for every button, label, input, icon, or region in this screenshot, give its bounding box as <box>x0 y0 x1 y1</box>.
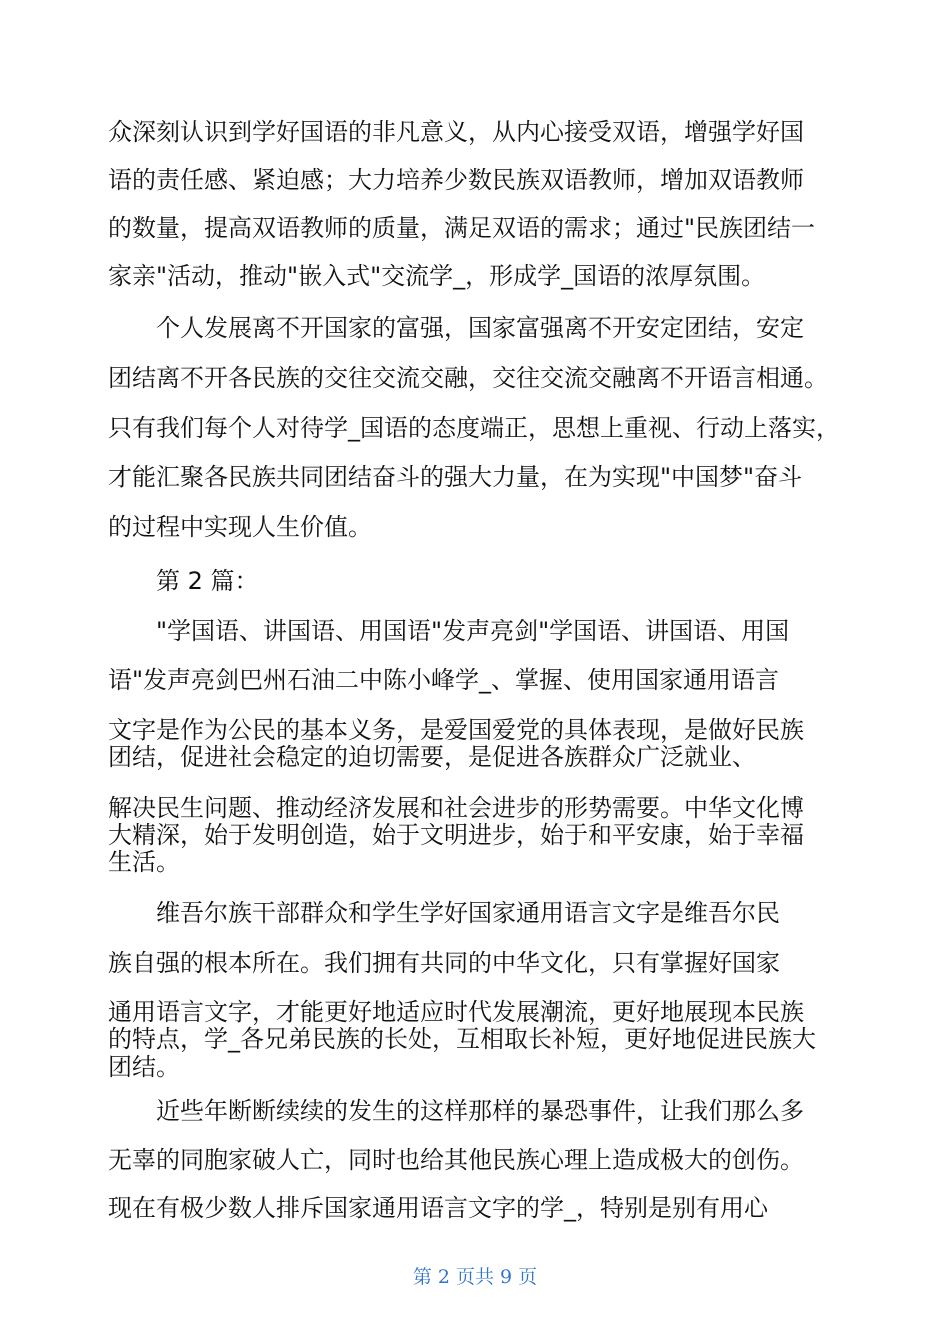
text-line: 无辜的同胞家破人亡，同时也给其他民族心理上造成极大的创伤。 <box>108 1146 804 1174</box>
text-line: 的特点，学_各兄弟民族的长处，互相取长补短，更好地促进民族大 <box>108 1025 816 1053</box>
text-line: 语"发声亮剑巴州石油二中陈小峰学_、掌握、使用国家通用语言 <box>108 666 780 694</box>
text-line: 的过程中实现人生价值。 <box>108 513 372 541</box>
text-line: 现在有极少数人排斥国家通用语言文字的学_，特别是别有用心 <box>108 1194 768 1222</box>
section-heading: 第 2 篇： <box>156 567 259 595</box>
text-line: 维吾尔族干部群众和学生学好国家通用语言文字是维吾尔民 <box>156 899 780 927</box>
text-line: 解决民生问题、推动经济发展和社会进步的形势需要。中华文化博 <box>108 794 804 822</box>
text-line: 团结离不开各民族的交往交流交融，交往交流交融离不开语言相通。 <box>108 364 828 392</box>
text-line: 家亲"活动，推动"嵌入式"交流学_，形成学_国语的浓厚氛围。 <box>108 262 766 290</box>
text-line: 文字是作为公民的基本义务，是爱国爱党的具体表现，是做好民族 <box>108 716 804 744</box>
text-line: 的数量，提高双语教师的质量，满足双语的需求；通过"民族团结一 <box>108 214 816 242</box>
text-line: 语的责任感、紧迫感；大力培养少数民族双语教师，增加双语教师 <box>108 166 804 194</box>
text-line: 团结。 <box>108 1053 180 1081</box>
text-line: 众深刻认识到学好国语的非凡意义，从内心接受双语，增强学好国 <box>108 118 804 146</box>
text-line: 近些年断断续续的发生的这样那样的暴恐事件，让我们那么多 <box>156 1097 804 1125</box>
text-line: "学国语、讲国语、用国语"发声亮剑"学国语、讲国语、用国 <box>156 617 790 645</box>
text-line: 族自强的根本所在。我们拥有共同的中华文化，只有掌握好国家 <box>108 949 780 977</box>
text-line: 只有我们每个人对待学_国语的态度端正，思想上重视、行动上落实， <box>108 414 840 442</box>
text-line: 通用语言文字，才能更好地适应时代发展潮流，更好地展现本民族 <box>108 998 804 1026</box>
text-line: 团结，促进社会稳定的迫切需要，是促进各族群众广泛就业、 <box>108 743 756 771</box>
text-line: 大精深，始于发明创造，始于文明进步，始于和平安康，始于幸福 <box>108 821 804 849</box>
text-line: 生活。 <box>108 848 180 876</box>
text-line: 才能汇聚各民族共同团结奋斗的强大力量，在为实现"中国梦"奋斗 <box>108 463 803 491</box>
page-number-footer: 第 2 页共 9 页 <box>412 1266 538 1288</box>
text-line: 个人发展离不开国家的富强，国家富强离不开安定团结，安定 <box>156 314 804 342</box>
